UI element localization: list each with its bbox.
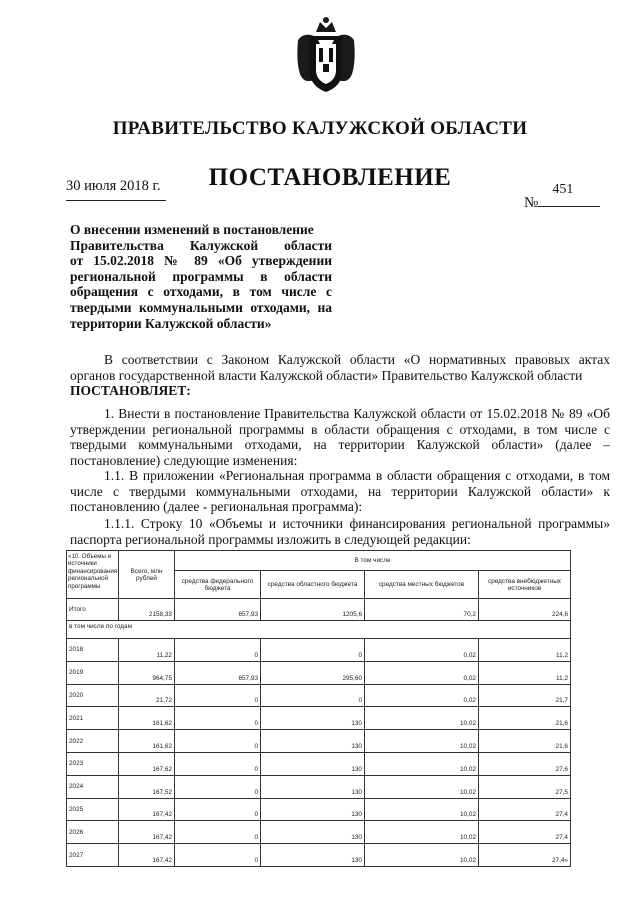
year-cell-local: 10,02 bbox=[365, 775, 479, 798]
header-extrabudgetary: средства внебюджетных источников bbox=[479, 571, 571, 599]
year-cell-year: 2024 bbox=[67, 775, 119, 798]
year-cell-total: 161,62 bbox=[119, 730, 175, 753]
document-type-title: ПОСТАНОВЛЕНИЕ bbox=[208, 164, 452, 191]
resolves-heading: ПОСТАНОВЛЯЕТ: bbox=[70, 383, 191, 398]
subject-line: Правительства Калужской области bbox=[70, 237, 332, 253]
subject-line: региональной программы в области bbox=[70, 268, 332, 284]
year-row bbox=[67, 775, 571, 798]
header-including: В том числе bbox=[175, 551, 571, 571]
year-cell-local: 10,02 bbox=[365, 707, 479, 730]
year-cell-extra: 27,4» bbox=[479, 844, 571, 867]
year-cell-extra: 11,2 bbox=[479, 639, 571, 662]
year-cell-local: 0,02 bbox=[365, 639, 479, 662]
year-cell-federal: 0 bbox=[175, 639, 261, 662]
financing-table bbox=[66, 550, 571, 867]
coat-of-arms-emblem bbox=[294, 14, 358, 94]
year-cell-federal: 0 bbox=[175, 844, 261, 867]
year-cell-federal: 0 bbox=[175, 821, 261, 844]
year-row bbox=[67, 821, 571, 844]
year-cell-year: 2018 bbox=[67, 639, 119, 662]
header-local: средства местных бюджетов bbox=[365, 571, 479, 599]
header-federal: средства федерального бюджета bbox=[175, 571, 261, 599]
year-cell-federal: 0 bbox=[175, 707, 261, 730]
intro-paragraph bbox=[70, 352, 610, 383]
year-cell-year: 2027 bbox=[67, 844, 119, 867]
year-cell-regional: 130 bbox=[261, 752, 365, 775]
number-sign: № bbox=[524, 195, 539, 211]
year-row bbox=[67, 639, 571, 662]
year-cell-federal: 0 bbox=[175, 730, 261, 753]
year-cell-federal: 0 bbox=[175, 752, 261, 775]
document-number bbox=[524, 182, 600, 212]
year-cell-local: 10,02 bbox=[365, 821, 479, 844]
year-cell-extra: 21,6 bbox=[479, 730, 571, 753]
subject-line: от 15.02.2018 № 89 «Об утверждении bbox=[70, 253, 332, 269]
year-row bbox=[67, 798, 571, 821]
year-cell-extra: 27,5 bbox=[479, 775, 571, 798]
subject-line: обращения с отходами, в том числе с bbox=[70, 284, 332, 300]
year-row bbox=[67, 707, 571, 730]
year-cell-total: 11,22 bbox=[119, 639, 175, 662]
document-subject bbox=[70, 222, 332, 331]
year-cell-regional: 0 bbox=[261, 684, 365, 707]
year-cell-total: 167,52 bbox=[119, 775, 175, 798]
year-cell-year: 2021 bbox=[67, 707, 119, 730]
year-cell-regional: 130 bbox=[261, 844, 365, 867]
row-label-text: «10. Объемы и источники финансирования региональной программы bbox=[68, 553, 118, 590]
year-cell-federal: 0 bbox=[175, 684, 261, 707]
year-cell-year: 2026 bbox=[67, 821, 119, 844]
year-cell-local: 10,02 bbox=[365, 798, 479, 821]
year-cell-extra: 27,4 bbox=[479, 798, 571, 821]
year-cell-local: 0,02 bbox=[365, 684, 479, 707]
year-row bbox=[67, 730, 571, 753]
year-cell-federal: 657,93 bbox=[175, 661, 261, 684]
header-total: Всего, млн рублей bbox=[119, 551, 175, 599]
year-cell-regional: 130 bbox=[261, 707, 365, 730]
year-cell-regional: 295,60 bbox=[261, 661, 365, 684]
year-cell-regional: 130 bbox=[261, 730, 365, 753]
year-cell-extra: 11,2 bbox=[479, 661, 571, 684]
year-cell-extra: 27,6 bbox=[479, 752, 571, 775]
year-cell-local: 0,02 bbox=[365, 661, 479, 684]
year-cell-local: 10,02 bbox=[365, 844, 479, 867]
item-1-1-1-paragraph: 1.1.1. Строку 10 «Объемы и источники финансирования региональной программы» паспорта региональной программы изложить в следующей редакции: bbox=[70, 516, 610, 547]
subject-line: О внесении изменений в постановление bbox=[70, 222, 314, 237]
year-cell-federal: 0 bbox=[175, 798, 261, 821]
number-underline bbox=[538, 182, 600, 207]
year-cell-local: 10,02 bbox=[365, 730, 479, 753]
subject-line: территории Калужской области» bbox=[70, 315, 272, 331]
header-regional: средства областного бюджета bbox=[261, 571, 365, 599]
year-row bbox=[67, 844, 571, 867]
year-cell-total: 167,42 bbox=[119, 844, 175, 867]
year-row bbox=[67, 661, 571, 684]
date-underline bbox=[66, 200, 166, 201]
year-cell-extra: 21,7 bbox=[479, 684, 571, 707]
year-cell-year: 2020 bbox=[67, 684, 119, 707]
year-cell-regional: 130 bbox=[261, 775, 365, 798]
total-row: Итого 2158,33 657,93 1205,6 70,2 224,6 bbox=[67, 599, 571, 621]
document-date: 30 июля 2018 г. bbox=[66, 178, 161, 194]
government-title: ПРАВИТЕЛЬСТВО КАЛУЖСКОЙ ОБЛАСТИ bbox=[112, 118, 528, 139]
subject-line: твердыми коммунальными отходами, на bbox=[70, 299, 332, 315]
intro-text: В соответствии с Законом Калужской области «О нормативных правовых актах органов государственной власти Калужской области» Правительство Калужской области bbox=[70, 352, 610, 383]
year-cell-total: 167,62 bbox=[119, 752, 175, 775]
year-cell-year: 2023 bbox=[67, 752, 119, 775]
year-cell-federal: 0 bbox=[175, 775, 261, 798]
year-row bbox=[67, 752, 571, 775]
year-cell-regional: 0 bbox=[261, 639, 365, 662]
year-cell-extra: 27,4 bbox=[479, 821, 571, 844]
by-years-label: в том числе по годам bbox=[67, 621, 571, 639]
year-cell-total: 167,42 bbox=[119, 798, 175, 821]
year-cell-regional: 130 bbox=[261, 821, 365, 844]
year-row bbox=[67, 684, 571, 707]
year-cell-year: 2019 bbox=[67, 661, 119, 684]
item-1-1-paragraph: 1.1. В приложении «Региональная программа в области обращения с отходами, в том числе с твердыми коммунальными отходами, на территории Калужской области» к постановлению (далее - региональная программа): bbox=[70, 468, 610, 515]
item-1-paragraph: 1. Внести в постановление Правительства Калужской области от 15.02.2018 № 89 «Об утверждении региональной программы в области обращения с отходами, в том числе с твердыми коммунальными отходами, на территории Калужской области» (далее – постановление) следующие изменения: bbox=[70, 406, 610, 468]
year-cell-year: 2022 bbox=[67, 730, 119, 753]
year-cell-extra: 21,6 bbox=[479, 707, 571, 730]
year-cell-total: 21,72 bbox=[119, 684, 175, 707]
year-cell-total: 161,62 bbox=[119, 707, 175, 730]
year-cell-total: 964,75 bbox=[119, 661, 175, 684]
year-cell-year: 2025 bbox=[67, 798, 119, 821]
number-value: 451 bbox=[552, 182, 574, 197]
year-cell-regional: 130 bbox=[261, 798, 365, 821]
year-cell-total: 167,42 bbox=[119, 821, 175, 844]
year-cell-local: 10,02 bbox=[365, 752, 479, 775]
